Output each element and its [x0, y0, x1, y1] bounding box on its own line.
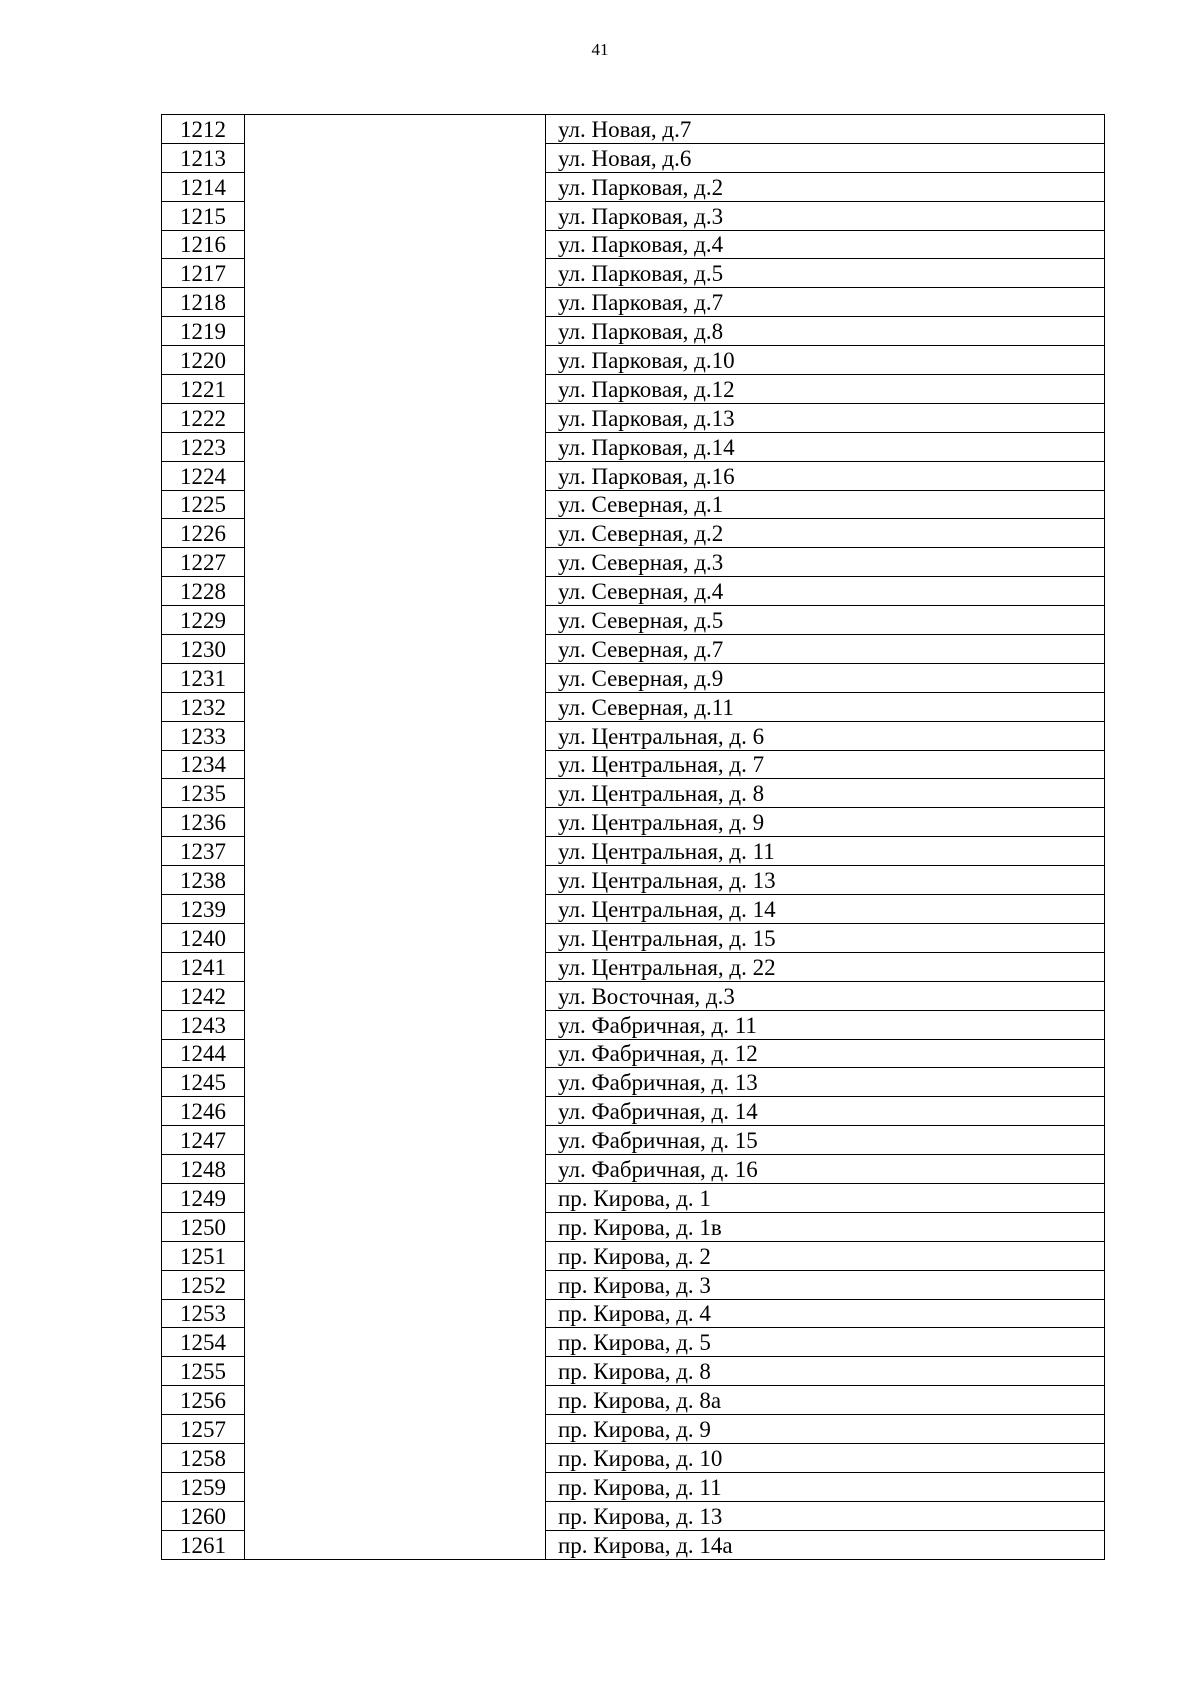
- address-cell: пр. Кирова, д. 1: [546, 1183, 1105, 1212]
- table-row: [162, 1299, 1105, 1328]
- empty-merged-cell: [245, 1241, 546, 1270]
- row-number-cell: 1255: [162, 1357, 245, 1386]
- table-row: [162, 172, 1105, 201]
- row-number-cell: 1230: [162, 635, 245, 664]
- address-cell: ул. Центральная, д. 13: [546, 866, 1105, 895]
- empty-merged-cell: [245, 1183, 546, 1212]
- table-row: [162, 663, 1105, 692]
- row-number-cell: 1236: [162, 808, 245, 837]
- address-cell: ул. Центральная, д. 9: [546, 808, 1105, 837]
- table-row: [162, 779, 1105, 808]
- table-row: [162, 1183, 1105, 1212]
- empty-merged-cell: [245, 923, 546, 952]
- row-number-cell: 1212: [162, 115, 245, 144]
- row-number-cell: 1227: [162, 548, 245, 577]
- empty-merged-cell: [245, 1357, 546, 1386]
- empty-merged-cell: [245, 721, 546, 750]
- table-row: [162, 635, 1105, 664]
- empty-merged-cell: [245, 837, 546, 866]
- table-row: [162, 259, 1105, 288]
- empty-merged-cell: [245, 143, 546, 172]
- address-cell: ул. Фабричная, д. 11: [546, 1010, 1105, 1039]
- empty-merged-cell: [245, 1443, 546, 1472]
- address-cell: ул. Центральная, д. 22: [546, 952, 1105, 981]
- row-number-cell: 1239: [162, 895, 245, 924]
- empty-merged-cell: [245, 259, 546, 288]
- row-number-cell: 1249: [162, 1183, 245, 1212]
- address-cell: ул. Новая, д.6: [546, 143, 1105, 172]
- table-row: [162, 432, 1105, 461]
- table-row: [162, 143, 1105, 172]
- row-number-cell: 1250: [162, 1212, 245, 1241]
- table-row: [162, 1530, 1105, 1559]
- empty-merged-cell: [245, 288, 546, 317]
- address-cell: ул. Фабричная, д. 13: [546, 1068, 1105, 1097]
- page-number: 41: [591, 40, 609, 59]
- address-cell: ул. Парковая, д.3: [546, 201, 1105, 230]
- table-row: [162, 692, 1105, 721]
- empty-merged-cell: [245, 1212, 546, 1241]
- address-cell: ул. Северная, д.4: [546, 577, 1105, 606]
- address-cell: пр. Кирова, д. 11: [546, 1472, 1105, 1501]
- empty-merged-cell: [245, 981, 546, 1010]
- row-number-cell: 1235: [162, 779, 245, 808]
- address-cell: пр. Кирова, д. 10: [546, 1443, 1105, 1472]
- table-row: [162, 837, 1105, 866]
- empty-merged-cell: [245, 1068, 546, 1097]
- address-cell: ул. Фабричная, д. 12: [546, 1039, 1105, 1068]
- table-row: [162, 519, 1105, 548]
- row-number-cell: 1254: [162, 1328, 245, 1357]
- row-number-cell: 1214: [162, 172, 245, 201]
- empty-merged-cell: [245, 750, 546, 779]
- table-row: [162, 375, 1105, 404]
- table-row: [162, 230, 1105, 259]
- address-cell: ул. Северная, д.7: [546, 635, 1105, 664]
- table-row: [162, 1443, 1105, 1472]
- empty-merged-cell: [245, 1472, 546, 1501]
- table-row: [162, 1472, 1105, 1501]
- row-number-cell: 1221: [162, 375, 245, 404]
- table-row: [162, 1212, 1105, 1241]
- empty-merged-cell: [245, 606, 546, 635]
- empty-merged-cell: [245, 866, 546, 895]
- empty-merged-cell: [245, 1126, 546, 1155]
- empty-merged-cell: [245, 230, 546, 259]
- table-row: [162, 895, 1105, 924]
- row-number-cell: 1261: [162, 1530, 245, 1559]
- empty-merged-cell: [245, 548, 546, 577]
- row-number-cell: 1246: [162, 1097, 245, 1126]
- table-row: [162, 288, 1105, 317]
- address-cell: ул. Парковая, д.12: [546, 375, 1105, 404]
- row-number-cell: 1244: [162, 1039, 245, 1068]
- table-row: [162, 1501, 1105, 1530]
- table-row: [162, 981, 1105, 1010]
- row-number-cell: 1245: [162, 1068, 245, 1097]
- empty-merged-cell: [245, 519, 546, 548]
- address-cell: ул. Парковая, д.16: [546, 461, 1105, 490]
- row-number-cell: 1237: [162, 837, 245, 866]
- empty-merged-cell: [245, 895, 546, 924]
- address-cell: ул. Парковая, д.8: [546, 317, 1105, 346]
- empty-merged-cell: [245, 1501, 546, 1530]
- address-table: [161, 114, 1105, 1560]
- empty-merged-cell: [245, 1010, 546, 1039]
- address-cell: ул. Центральная, д. 11: [546, 837, 1105, 866]
- row-number-cell: 1217: [162, 259, 245, 288]
- table-row: [162, 923, 1105, 952]
- row-number-cell: 1229: [162, 606, 245, 635]
- empty-merged-cell: [245, 201, 546, 230]
- table-row: [162, 1357, 1105, 1386]
- row-number-cell: 1215: [162, 201, 245, 230]
- table-row: [162, 866, 1105, 895]
- address-cell: пр. Кирова, д. 8а: [546, 1386, 1105, 1415]
- row-number-cell: 1260: [162, 1501, 245, 1530]
- table-row: [162, 490, 1105, 519]
- table-row: [162, 1068, 1105, 1097]
- address-cell: ул. Фабричная, д. 16: [546, 1155, 1105, 1184]
- address-cell: пр. Кирова, д. 8: [546, 1357, 1105, 1386]
- table-row: [162, 1155, 1105, 1184]
- row-number-cell: 1216: [162, 230, 245, 259]
- table-row: [162, 1415, 1105, 1444]
- table-row: [162, 577, 1105, 606]
- address-cell: пр. Кирова, д. 14а: [546, 1530, 1105, 1559]
- address-cell: ул. Парковая, д.4: [546, 230, 1105, 259]
- address-cell: пр. Кирова, д. 13: [546, 1501, 1105, 1530]
- address-cell: ул. Северная, д.5: [546, 606, 1105, 635]
- table-row: [162, 548, 1105, 577]
- empty-merged-cell: [245, 403, 546, 432]
- address-cell: пр. Кирова, д. 1в: [546, 1212, 1105, 1241]
- address-cell: пр. Кирова, д. 2: [546, 1241, 1105, 1270]
- address-cell: ул. Северная, д.11: [546, 692, 1105, 721]
- empty-merged-cell: [245, 490, 546, 519]
- empty-merged-cell: [245, 1155, 546, 1184]
- row-number-cell: 1224: [162, 461, 245, 490]
- empty-merged-cell: [245, 1270, 546, 1299]
- empty-merged-cell: [245, 692, 546, 721]
- empty-merged-cell: [245, 1386, 546, 1415]
- address-cell: ул. Восточная, д.3: [546, 981, 1105, 1010]
- address-cell: ул. Северная, д.3: [546, 548, 1105, 577]
- address-cell: ул. Парковая, д.2: [546, 172, 1105, 201]
- empty-merged-cell: [245, 1097, 546, 1126]
- table-row: [162, 346, 1105, 375]
- row-number-cell: 1233: [162, 721, 245, 750]
- table-row: [162, 1386, 1105, 1415]
- address-cell: ул. Новая, д.7: [546, 115, 1105, 144]
- address-cell: ул. Парковая, д.5: [546, 259, 1105, 288]
- row-number-cell: 1240: [162, 923, 245, 952]
- row-number-cell: 1226: [162, 519, 245, 548]
- table-row: [162, 750, 1105, 779]
- row-number-cell: 1222: [162, 403, 245, 432]
- row-number-cell: 1218: [162, 288, 245, 317]
- table-row: [162, 952, 1105, 981]
- empty-merged-cell: [245, 375, 546, 404]
- empty-merged-cell: [245, 317, 546, 346]
- empty-merged-cell: [245, 577, 546, 606]
- row-number-cell: 1232: [162, 692, 245, 721]
- row-number-cell: 1238: [162, 866, 245, 895]
- table-row: [162, 1126, 1105, 1155]
- row-number-cell: 1257: [162, 1415, 245, 1444]
- empty-merged-cell: [245, 346, 546, 375]
- table-row: [162, 1328, 1105, 1357]
- address-cell: ул. Центральная, д. 7: [546, 750, 1105, 779]
- row-number-cell: 1243: [162, 1010, 245, 1039]
- address-cell: ул. Центральная, д. 15: [546, 923, 1105, 952]
- address-cell: ул. Фабричная, д. 14: [546, 1097, 1105, 1126]
- address-cell: ул. Центральная, д. 14: [546, 895, 1105, 924]
- row-number-cell: 1259: [162, 1472, 245, 1501]
- empty-merged-cell: [245, 461, 546, 490]
- row-number-cell: 1258: [162, 1443, 245, 1472]
- table-row: [162, 1010, 1105, 1039]
- empty-merged-cell: [245, 172, 546, 201]
- empty-merged-cell: [245, 432, 546, 461]
- row-number-cell: 1213: [162, 143, 245, 172]
- table-row: [162, 461, 1105, 490]
- address-cell: ул. Парковая, д.7: [546, 288, 1105, 317]
- address-cell: ул. Парковая, д.14: [546, 432, 1105, 461]
- address-cell: пр. Кирова, д. 4: [546, 1299, 1105, 1328]
- table-row: [162, 1039, 1105, 1068]
- row-number-cell: 1242: [162, 981, 245, 1010]
- empty-merged-cell: [245, 1530, 546, 1559]
- empty-merged-cell: [245, 1299, 546, 1328]
- row-number-cell: 1253: [162, 1299, 245, 1328]
- table-row: [162, 403, 1105, 432]
- row-number-cell: 1241: [162, 952, 245, 981]
- table-row: [162, 1097, 1105, 1126]
- table-row: [162, 1241, 1105, 1270]
- row-number-cell: 1225: [162, 490, 245, 519]
- address-cell: пр. Кирова, д. 3: [546, 1270, 1105, 1299]
- address-cell: ул. Фабричная, д. 15: [546, 1126, 1105, 1155]
- address-cell: ул. Парковая, д.13: [546, 403, 1105, 432]
- row-number-cell: 1251: [162, 1241, 245, 1270]
- table-row: [162, 201, 1105, 230]
- row-number-cell: 1248: [162, 1155, 245, 1184]
- row-number-cell: 1256: [162, 1386, 245, 1415]
- empty-merged-cell: [245, 663, 546, 692]
- row-number-cell: 1247: [162, 1126, 245, 1155]
- empty-merged-cell: [245, 1415, 546, 1444]
- address-cell: ул. Северная, д.9: [546, 663, 1105, 692]
- address-cell: ул. Центральная, д. 6: [546, 721, 1105, 750]
- address-table-body: [162, 115, 1105, 1560]
- table-row: [162, 1270, 1105, 1299]
- table-row: [162, 317, 1105, 346]
- address-cell: пр. Кирова, д. 5: [546, 1328, 1105, 1357]
- empty-merged-cell: [245, 1039, 546, 1068]
- empty-merged-cell: [245, 115, 546, 144]
- empty-merged-cell: [245, 635, 546, 664]
- address-cell: ул. Центральная, д. 8: [546, 779, 1105, 808]
- address-cell: ул. Парковая, д.10: [546, 346, 1105, 375]
- empty-merged-cell: [245, 952, 546, 981]
- table-row: [162, 606, 1105, 635]
- empty-merged-cell: [245, 808, 546, 837]
- table-row: [162, 115, 1105, 144]
- address-cell: ул. Северная, д.2: [546, 519, 1105, 548]
- empty-merged-cell: [245, 1328, 546, 1357]
- row-number-cell: 1223: [162, 432, 245, 461]
- row-number-cell: 1228: [162, 577, 245, 606]
- empty-merged-cell: [245, 779, 546, 808]
- row-number-cell: 1234: [162, 750, 245, 779]
- row-number-cell: 1219: [162, 317, 245, 346]
- table-row: [162, 808, 1105, 837]
- address-cell: ул. Северная, д.1: [546, 490, 1105, 519]
- address-cell: пр. Кирова, д. 9: [546, 1415, 1105, 1444]
- row-number-cell: 1231: [162, 663, 245, 692]
- row-number-cell: 1252: [162, 1270, 245, 1299]
- table-row: [162, 721, 1105, 750]
- row-number-cell: 1220: [162, 346, 245, 375]
